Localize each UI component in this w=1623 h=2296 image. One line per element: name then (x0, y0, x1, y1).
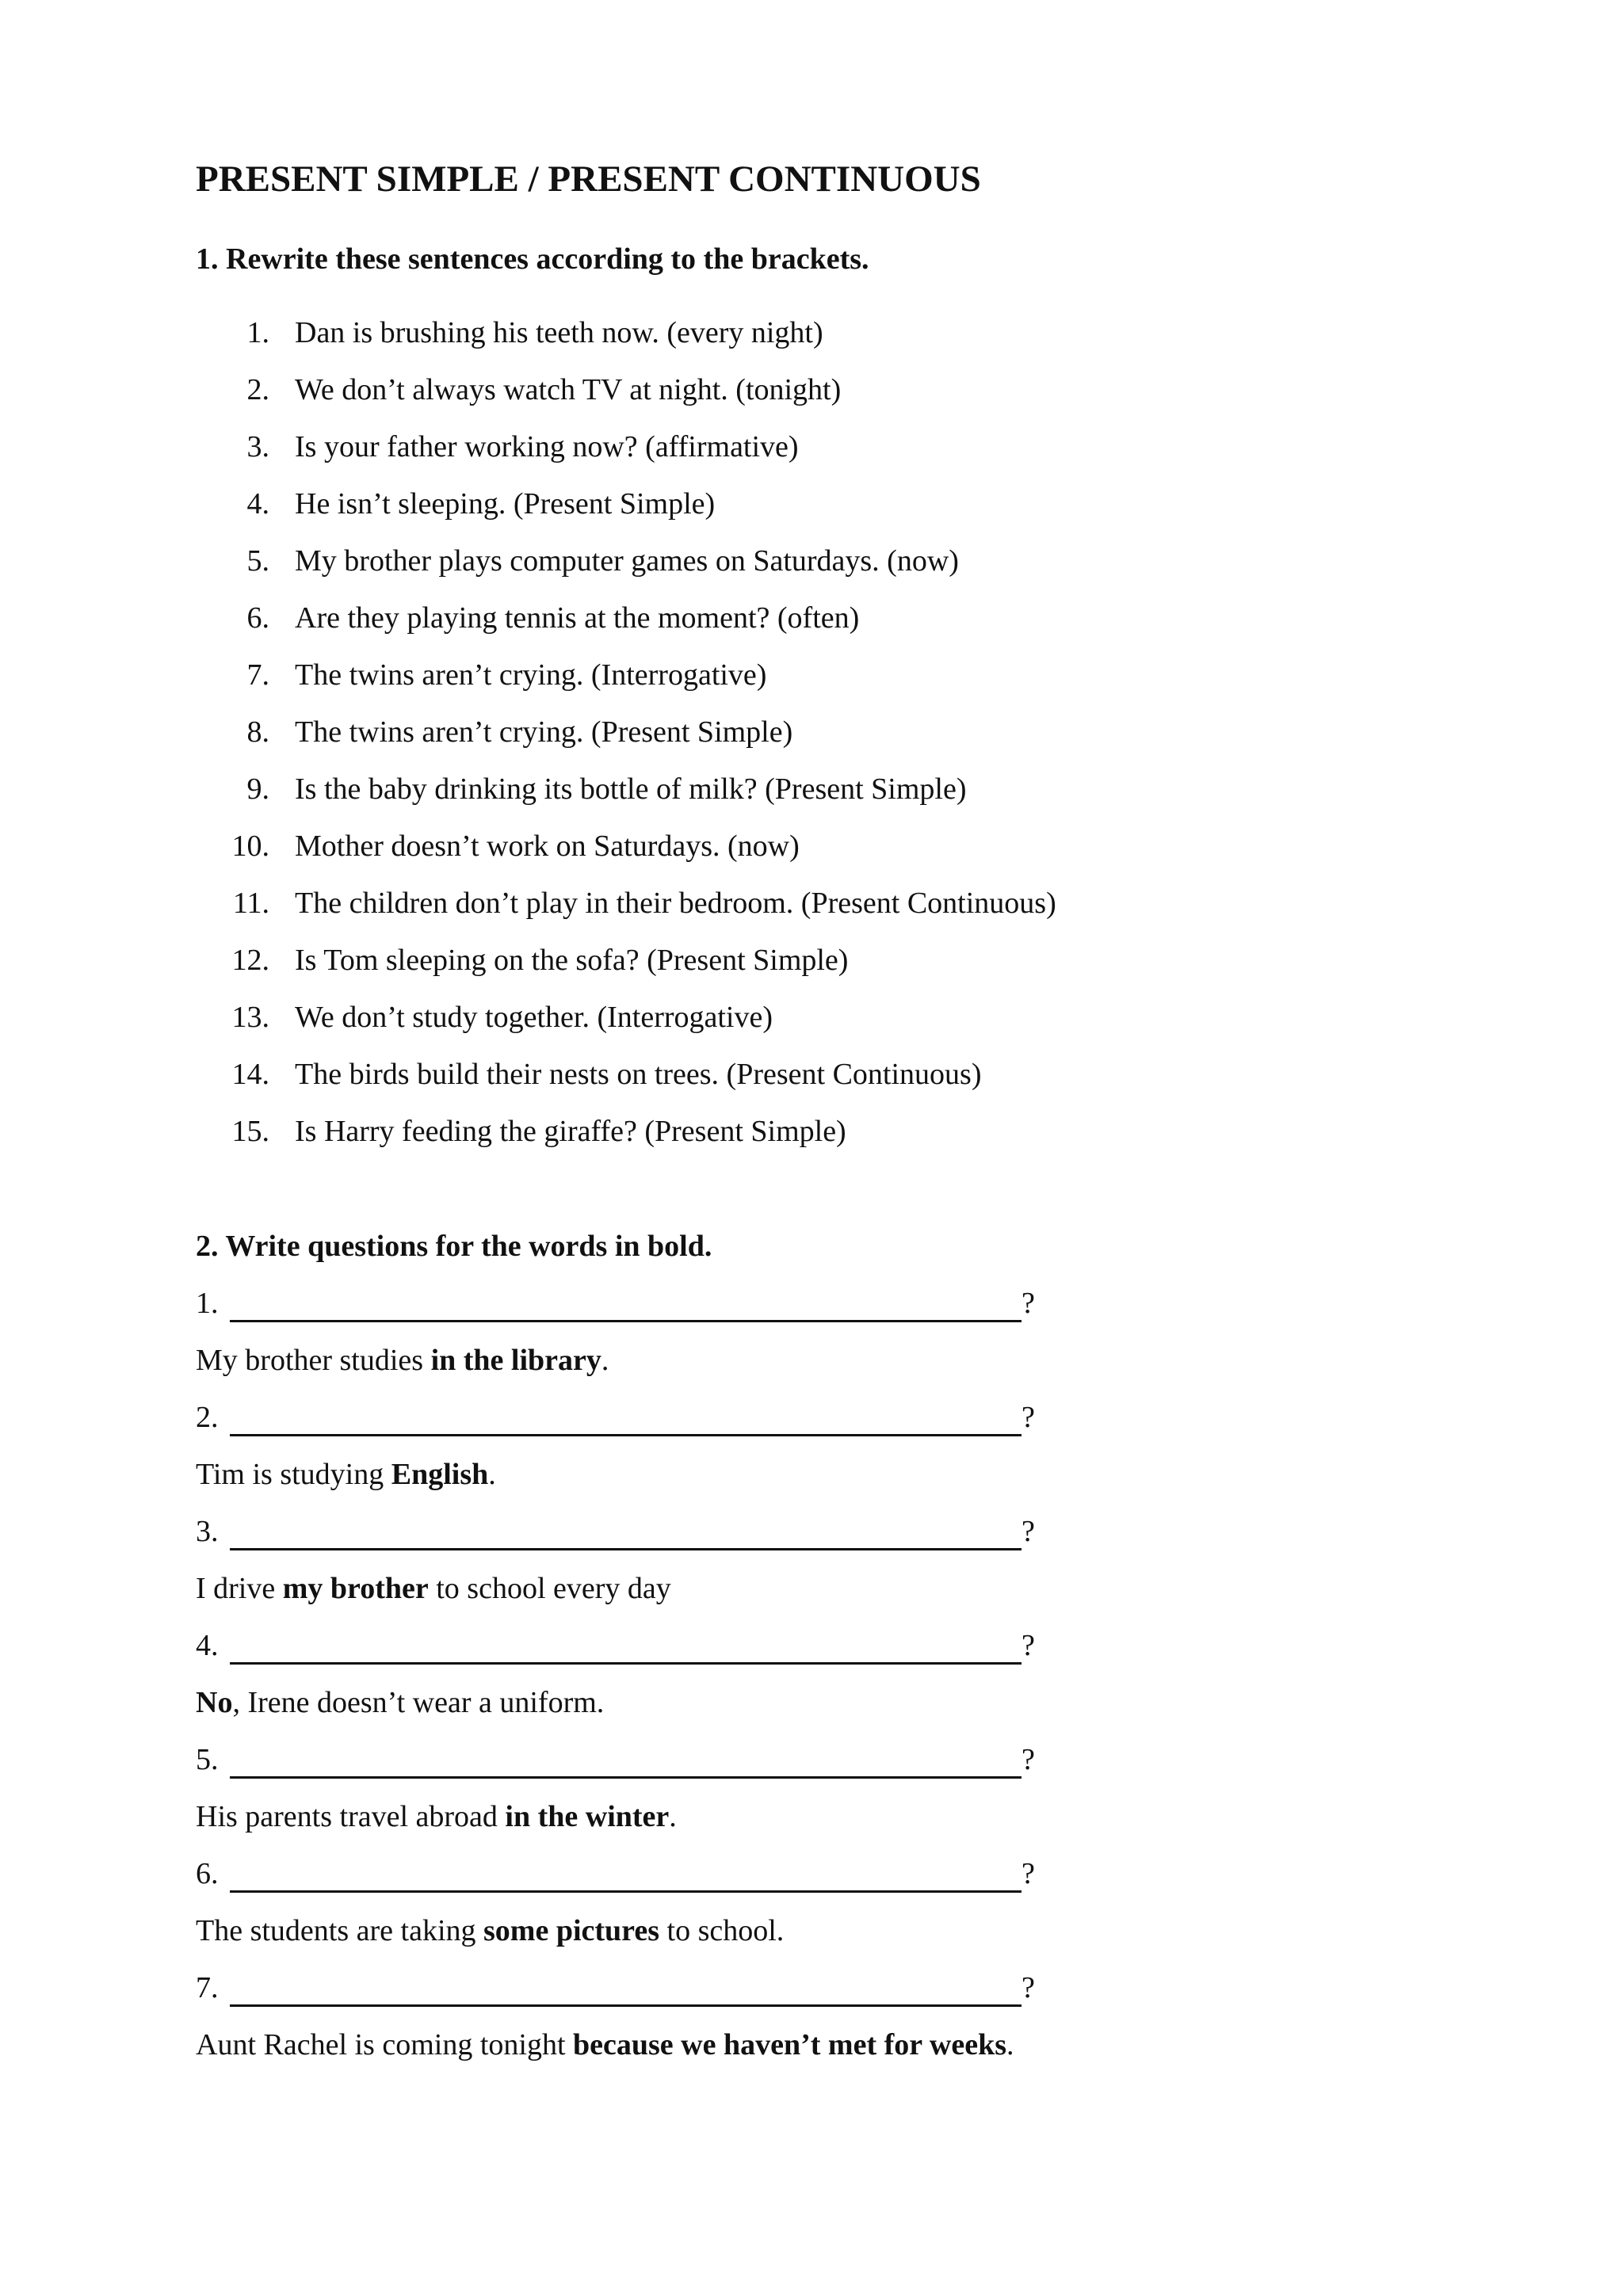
question-mark: ? (1022, 1287, 1035, 1320)
item-text: We don’t always watch TV at night. (tonight) (295, 373, 842, 406)
answer-text-before: The students are taking (196, 1914, 484, 1947)
item-number: 12. (231, 944, 269, 977)
item-text: Is your father working now? (affirmative) (295, 430, 799, 463)
question-number: 3. (196, 1515, 219, 1548)
question-blank-row (196, 1398, 1035, 1437)
item-number: 7. (246, 658, 269, 692)
answer-bold-phrase: my brother (282, 1572, 429, 1605)
answer-bold-phrase: because we haven’t met for weeks (573, 2028, 1007, 2061)
worksheet-title: PRESENT SIMPLE / PRESENT CONTINUOUS (196, 158, 981, 200)
item-text: The twins aren’t crying. (Present Simple) (295, 715, 793, 749)
question-mark: ? (1022, 1401, 1035, 1434)
answer-bold-phrase: English (391, 1458, 489, 1491)
answer-text-before: Aunt Rachel is coming tonight (196, 2028, 574, 2061)
item-text: The birds build their nests on trees. (Present Continuous) (295, 1058, 982, 1091)
item-text: We don’t study together. (Interrogative) (295, 1001, 773, 1034)
item-number: 9. (246, 772, 269, 806)
question-mark: ? (1022, 1743, 1035, 1776)
answer-blank[interactable] (230, 1512, 1022, 1550)
question-mark: ? (1022, 1857, 1035, 1890)
question-number: 1. (196, 1287, 219, 1320)
item-text: Dan is brushing his teeth now. (every night) (295, 316, 823, 349)
question-number: 2. (196, 1401, 219, 1434)
question-blank-row (196, 1740, 1035, 1779)
answer-text-after: . (601, 1344, 609, 1377)
answer-blank[interactable] (230, 1740, 1022, 1779)
answer-text-after: . (669, 1800, 677, 1833)
item-text: Mother doesn’t work on Saturdays. (now) (295, 830, 800, 863)
item-text: My brother plays computer games on Saturdays. (now) (295, 544, 959, 578)
answer-sentence (196, 1341, 609, 1380)
answer-sentence (196, 1455, 496, 1494)
answer-text-after: , Irene doesn’t wear a uniform. (232, 1686, 605, 1719)
answer-sentence (196, 1911, 784, 1951)
question-blank-row (196, 1512, 1035, 1551)
question-mark: ? (1022, 1971, 1035, 2004)
question-number: 4. (196, 1629, 219, 1662)
answer-text-after: to school. (659, 1914, 785, 1947)
item-text: The children don’t play in their bedroom. (Present Continuous) (295, 887, 1056, 920)
question-number: 7. (196, 1971, 219, 2004)
answer-blank[interactable] (230, 1854, 1022, 1893)
question-number: 6. (196, 1857, 219, 1890)
item-number: 14. (231, 1058, 269, 1091)
exercise-1-heading: 1. Rewrite these sentences according to the brackets. (196, 242, 869, 276)
answer-bold-phrase: some pictures (483, 1914, 660, 1947)
answer-text-after: to school every day (428, 1572, 671, 1605)
item-text: He isn’t sleeping. (Present Simple) (295, 487, 716, 521)
answer-blank[interactable] (230, 1626, 1022, 1665)
item-text: Is Tom sleeping on the sofa? (Present Simple) (295, 944, 849, 977)
question-blank-row (196, 1283, 1035, 1323)
answer-text-before: Tim is studying (196, 1458, 391, 1491)
answer-text-after: . (1006, 2028, 1014, 2061)
question-blank-row (196, 1854, 1035, 1894)
answer-text-before: His parents travel abroad (196, 1800, 506, 1833)
item-number: 8. (246, 715, 269, 749)
answer-sentence (196, 1797, 677, 1836)
answer-blank[interactable] (230, 1398, 1022, 1436)
answer-bold-phrase: in the winter (505, 1800, 670, 1833)
question-blank-row (196, 1968, 1035, 2008)
item-number: 2. (246, 373, 269, 406)
answer-bold-phrase: No (196, 1686, 233, 1719)
question-number: 5. (196, 1743, 219, 1776)
item-number: 6. (246, 601, 269, 635)
answer-blank[interactable] (230, 1968, 1022, 2007)
item-number: 11. (232, 887, 269, 920)
answer-text-before: My brother studies (196, 1344, 431, 1377)
item-number: 13. (231, 1001, 269, 1034)
item-number: 5. (246, 544, 269, 578)
item-text: Is the baby drinking its bottle of milk? (Present Simple) (295, 772, 967, 806)
question-mark: ? (1022, 1515, 1035, 1548)
item-number: 1. (246, 316, 269, 349)
item-number: 4. (246, 487, 269, 521)
item-number: 15. (231, 1115, 269, 1148)
item-text: Is Harry feeding the giraffe? (Present Simple) (295, 1115, 846, 1148)
exercise-2-heading: 2. Write questions for the words in bold. (196, 1230, 712, 1263)
item-number: 3. (246, 430, 269, 463)
item-number: 10. (231, 830, 269, 863)
answer-sentence (196, 1683, 604, 1722)
question-mark: ? (1022, 1629, 1035, 1662)
item-text: Are they playing tennis at the moment? (often) (295, 601, 860, 635)
answer-text-after: . (488, 1458, 496, 1491)
answer-text-before: I drive (196, 1572, 283, 1605)
answer-sentence (196, 2025, 1014, 2065)
answer-bold-phrase: in the library (430, 1344, 601, 1377)
answer-blank[interactable] (230, 1283, 1022, 1322)
question-blank-row (196, 1626, 1035, 1665)
answer-sentence (196, 1569, 671, 1608)
item-text: The twins aren’t crying. (Interrogative) (295, 658, 767, 692)
